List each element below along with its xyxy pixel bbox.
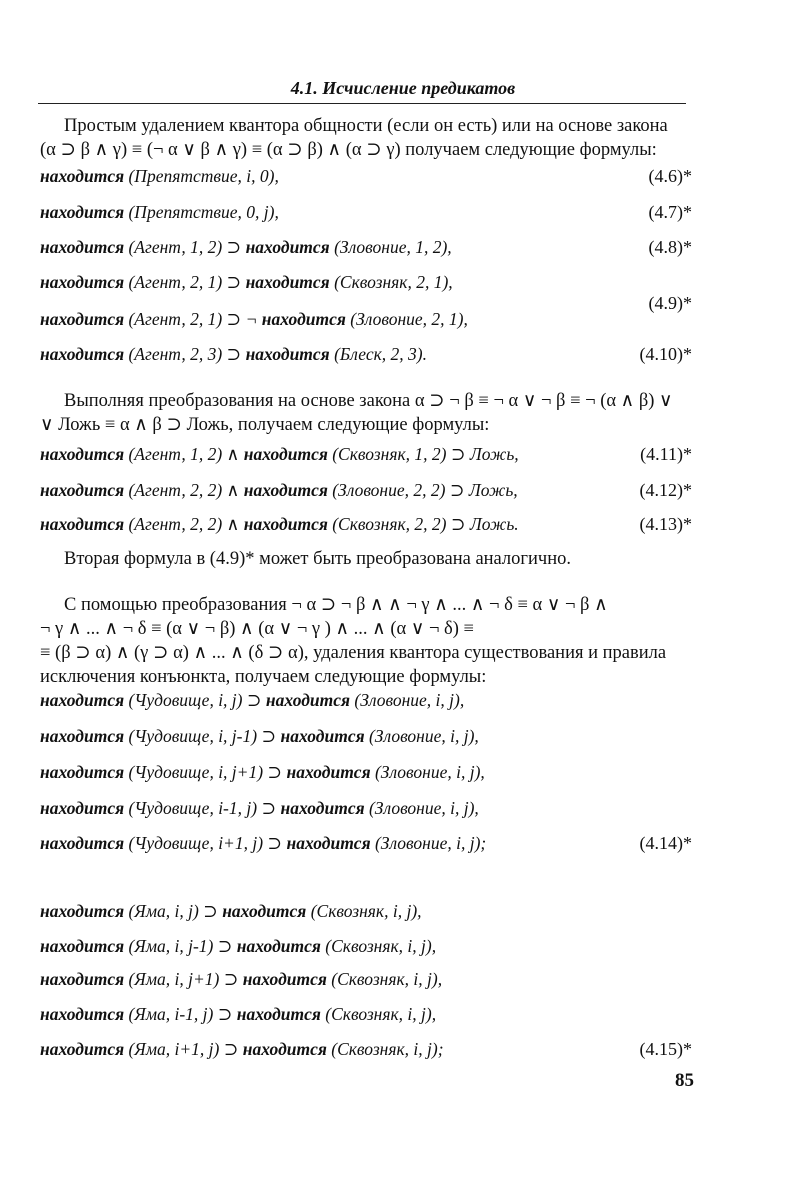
paragraph-line: ∨ Ложь ≡ α ∧ β ⊃ Ложь, получаем следующие формулы: xyxy=(40,415,490,435)
formula-row xyxy=(40,237,692,263)
formula-args: (Агент, 2, 2) ∧ xyxy=(128,480,244,500)
formula-args: (Зловоние, i, j), xyxy=(368,726,479,746)
formula-args: (Зловоние, 2, 1), xyxy=(350,309,468,329)
equation-number: (4.15)* xyxy=(639,1039,692,1059)
formula-row xyxy=(40,514,692,540)
predicate: находится xyxy=(40,166,125,186)
page-number: 85 xyxy=(675,1070,694,1091)
predicate: находится xyxy=(243,480,328,500)
paragraph-intro xyxy=(40,114,692,162)
formula-args: (Зловоние, 1, 2), xyxy=(334,237,452,257)
predicate: находится xyxy=(286,762,371,782)
formula-args: (Препятствие, i, 0), xyxy=(128,166,279,186)
predicate: находится xyxy=(222,901,307,921)
formula-row xyxy=(40,936,692,962)
equation-number: (4.8)* xyxy=(648,237,692,257)
formula-args: (Зловоние, 2, 2) ⊃ Ложь, xyxy=(332,480,518,500)
formula-row xyxy=(40,726,692,752)
formula-args: (Агент, 1, 2) ⊃ xyxy=(128,237,246,257)
formula-row xyxy=(40,1039,692,1065)
predicate: находится xyxy=(245,344,330,364)
formula-row xyxy=(40,798,692,824)
formula-row xyxy=(40,901,692,927)
paragraph-line: исключения конъюнкта, получаем следующие формулы: xyxy=(40,667,487,687)
predicate: находится xyxy=(280,726,365,746)
formula-args: (Чудовище, i+1, j) ⊃ xyxy=(128,833,287,853)
paragraph-line: ¬ γ ∧ ... ∧ ¬ δ ≡ (α ∨ ¬ β) ∧ (α ∨ ¬ γ ) ∧ ... ∧ (α ∨ ¬ δ) ≡ xyxy=(40,619,474,639)
running-header: 4.1. Исчисление предикатов xyxy=(290,78,516,98)
formula-args: (Сквозняк, i, j); xyxy=(331,1039,444,1059)
predicate: находится xyxy=(40,901,125,921)
predicate: находится xyxy=(40,237,125,257)
predicate: находится xyxy=(242,1039,327,1059)
predicate: находится xyxy=(261,309,346,329)
paragraph-existential xyxy=(40,593,692,689)
formula-args: (Яма, i, j) ⊃ xyxy=(128,901,223,921)
predicate: находится xyxy=(236,936,321,956)
formula-row xyxy=(40,762,692,788)
formula-row xyxy=(40,344,692,370)
formula-args: (Сквозняк, i, j), xyxy=(325,936,437,956)
predicate: находится xyxy=(245,272,330,292)
predicate: находится xyxy=(40,1004,125,1024)
paragraph-line: С помощью преобразования ¬ α ⊃ ¬ β ∧ ∧ ¬ γ ∧ ... ∧ ¬ δ ≡ α ∨ ¬ β ∧ xyxy=(64,595,608,615)
formula-row xyxy=(40,202,692,228)
predicate: находится xyxy=(40,1039,125,1059)
formula-args: (Агент, 2, 2) ∧ xyxy=(128,514,244,534)
predicate: находится xyxy=(243,514,328,534)
formula-args: (Препятствие, 0, j), xyxy=(128,202,279,222)
equation-number: (4.12)* xyxy=(639,480,692,500)
predicate: находится xyxy=(40,690,125,710)
equation-number: (4.11)* xyxy=(640,444,692,464)
formula-args: (Сквозняк, i, j), xyxy=(331,969,443,989)
predicate: находится xyxy=(40,762,125,782)
formula-args: (Агент, 1, 2) ∧ xyxy=(128,444,244,464)
predicate: находится xyxy=(265,690,351,710)
formula-args: (Сквозняк, i, j), xyxy=(325,1004,437,1024)
formula-args: (Яма, i-1, j) ⊃ xyxy=(128,1004,237,1024)
paragraph-line: Простым удалением квантора общности (если он есть) или на основе закона xyxy=(64,116,668,136)
paragraph-line: ≡ (β ⊃ α) ∧ (γ ⊃ α) ∧ ... ∧ (δ ⊃ α), удаления квантора существования и правила xyxy=(40,643,667,663)
predicate: находится xyxy=(40,514,125,534)
predicate: находится xyxy=(40,833,125,853)
paragraph-transform xyxy=(40,389,692,437)
formula-args: (Блеск, 2, 3). xyxy=(334,344,427,364)
paragraph-line: Вторая формула в (4.9)* может быть преобразована аналогично. xyxy=(64,549,571,569)
header-rule xyxy=(38,103,686,104)
formula-args: (Яма, i, j-1) ⊃ xyxy=(128,936,237,956)
predicate: находится xyxy=(40,202,125,222)
predicate: находится xyxy=(286,833,371,853)
formula-args: (Зловоние, i, j), xyxy=(368,798,479,818)
formula-args: (Агент, 2, 1) ⊃ xyxy=(128,272,246,292)
formula-args: (Агент, 2, 1) ⊃ ¬ xyxy=(128,309,262,329)
predicate: находится xyxy=(40,936,125,956)
formula-args: (Сквозняк, 2, 1), xyxy=(334,272,453,292)
predicate: находится xyxy=(40,272,125,292)
formula-row xyxy=(40,690,692,716)
equation-number: (4.14)* xyxy=(639,833,692,853)
equation-number: (4.7)* xyxy=(648,202,692,222)
paragraph-line: (α ⊃ β ∧ γ) ≡ (¬ α ∨ β ∧ γ) ≡ (α ⊃ β) ∧ (α ⊃ γ) получаем следующие формулы: xyxy=(40,140,657,160)
formula-row xyxy=(40,969,692,995)
formula-args: (Чудовище, i-1, j) ⊃ xyxy=(128,798,281,818)
formula-row xyxy=(40,166,692,192)
predicate: находится xyxy=(243,444,328,464)
paragraph-line: Выполняя преобразования на основе закона α ⊃ ¬ β ≡ ¬ α ∨ ¬ β ≡ ¬ (α ∧ β) ∨ xyxy=(64,391,673,411)
formula-args: (Зловоние, i, j), xyxy=(374,762,485,782)
predicate: находится xyxy=(40,480,125,500)
predicate: находится xyxy=(40,969,125,989)
predicate: находится xyxy=(40,344,125,364)
predicate: находится xyxy=(236,1004,321,1024)
formula-args: (Чудовище, i, j+1) ⊃ xyxy=(128,762,287,782)
formula-args: (Сквозняк, 2, 2) ⊃ Ложь. xyxy=(332,514,519,534)
predicate: находится xyxy=(40,726,125,746)
formula-args: (Сквозняк, i, j), xyxy=(310,901,422,921)
formula-args: (Зловоние, i, j), xyxy=(354,690,465,710)
predicate: находится xyxy=(280,798,365,818)
predicate: находится xyxy=(40,309,125,329)
predicate: находится xyxy=(242,969,327,989)
formula-args: (Зловоние, i, j); xyxy=(374,833,487,853)
equation-number: (4.13)* xyxy=(639,514,692,534)
equation-number: (4.10)* xyxy=(639,344,692,364)
equation-number: (4.9)* xyxy=(648,293,692,313)
formula-row xyxy=(40,309,692,335)
predicate: находится xyxy=(40,444,125,464)
formula-row xyxy=(40,480,692,506)
paragraph-note xyxy=(40,547,692,571)
predicate: находится xyxy=(40,798,125,818)
equation-number: (4.6)* xyxy=(648,166,692,186)
formula-row xyxy=(40,444,692,470)
formula-args: (Чудовище, i, j) ⊃ xyxy=(128,690,266,710)
formula-args: (Сквозняк, 1, 2) ⊃ Ложь, xyxy=(332,444,519,464)
formula-args: (Яма, i+1, j) ⊃ xyxy=(128,1039,243,1059)
formula-args: (Агент, 2, 3) ⊃ xyxy=(128,344,246,364)
formula-row xyxy=(40,833,692,859)
formula-args: (Чудовище, i, j-1) ⊃ xyxy=(128,726,281,746)
formula-row xyxy=(40,1004,692,1030)
predicate: находится xyxy=(245,237,330,257)
formula-args: (Яма, i, j+1) ⊃ xyxy=(128,969,243,989)
